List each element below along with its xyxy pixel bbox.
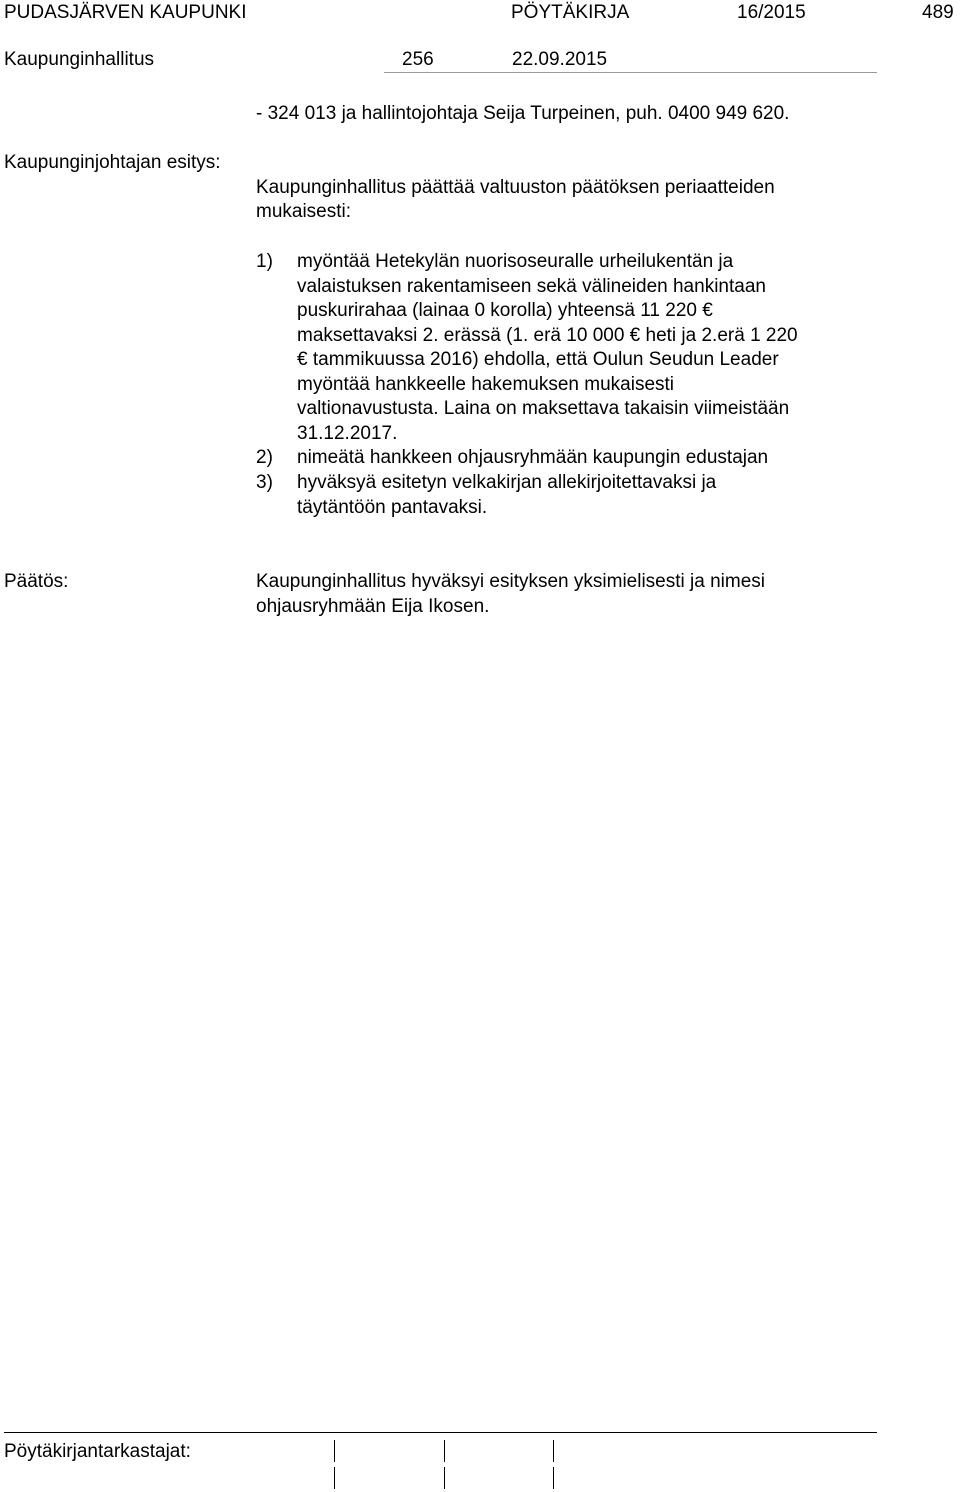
item-line: myöntää hankkeelle hakemuksen mukaisesti [297, 373, 675, 395]
item-line: nimeätä hankkeen ohjausryhmään kaupungin edustajan [297, 447, 769, 468]
item-line: puskurirahaa (lainaa 0 korolla) yhteensä 11 220 € [297, 300, 713, 321]
signature-separator [334, 1467, 335, 1489]
meeting-date: 22.09.2015 [512, 49, 608, 70]
signature-separator [444, 1440, 445, 1462]
item-number: 3) [256, 472, 273, 493]
reviewers-label: Pöytäkirjantarkastajat: [4, 1441, 191, 1462]
section-number: 256 [402, 49, 434, 70]
decision-line: Kaupunginhallitus hyväksyi esityksen yksimielisesti ja nimesi [256, 571, 765, 592]
meeting-body: Kaupunginhallitus [4, 49, 155, 70]
item-text [297, 250, 857, 446]
municipality-name: PUDASJÄRVEN KAUPUNKI [4, 2, 247, 23]
item-line: € tammikuussa 2016) ehdolla, että Oulun Seudun Leader [297, 349, 779, 370]
item-number: 2) [256, 447, 273, 468]
decision-line: ohjausryhmään Eija Ikosen. [256, 596, 490, 617]
item-line: valtionavustusta. Laina on maksettava takaisin viimeistään [297, 398, 790, 419]
item-line: maksettavaksi 2. erässä (1. erä 10 000 € heti ja 2.erä 1 220 [297, 324, 798, 346]
signature-separator [334, 1440, 335, 1462]
item-line: valaistuksen rakentamiseen sekä välineiden hankintaan [297, 275, 766, 297]
header-divider [384, 72, 877, 73]
item-line: hyväksyä esitetyn velkakirjan allekirjoitettavaksi ja [297, 472, 717, 493]
footer-divider [4, 1432, 877, 1433]
item-line: 31.12.2017. [297, 422, 398, 444]
signature-separator [444, 1467, 445, 1489]
contact-line: - 324 013 ja hallintojohtaja Seija Turpeinen, puh. 0400 949 620. [256, 103, 790, 124]
item-line: myöntää Hetekylän nuorisoseuralle urheilukentän ja [297, 251, 734, 272]
item-number: 1) [256, 251, 273, 272]
item-text [297, 446, 857, 471]
signature-separator [553, 1440, 554, 1462]
document-number: 16/2015 [737, 2, 806, 23]
page-number: 489 [922, 2, 954, 23]
proposal-label: Kaupunginjohtajan esitys: [4, 152, 221, 173]
item-line: täytäntöön pantavaksi. [297, 496, 488, 518]
proposal-intro-line: Kaupunginhallitus päättää valtuuston päätöksen periaatteiden [256, 177, 775, 198]
proposal-intro-line: mukaisesti: [256, 201, 352, 222]
item-text [297, 471, 857, 520]
document-type: PÖYTÄKIRJA [511, 2, 630, 23]
decision-label: Päätös: [4, 571, 69, 592]
signature-separator [553, 1467, 554, 1489]
